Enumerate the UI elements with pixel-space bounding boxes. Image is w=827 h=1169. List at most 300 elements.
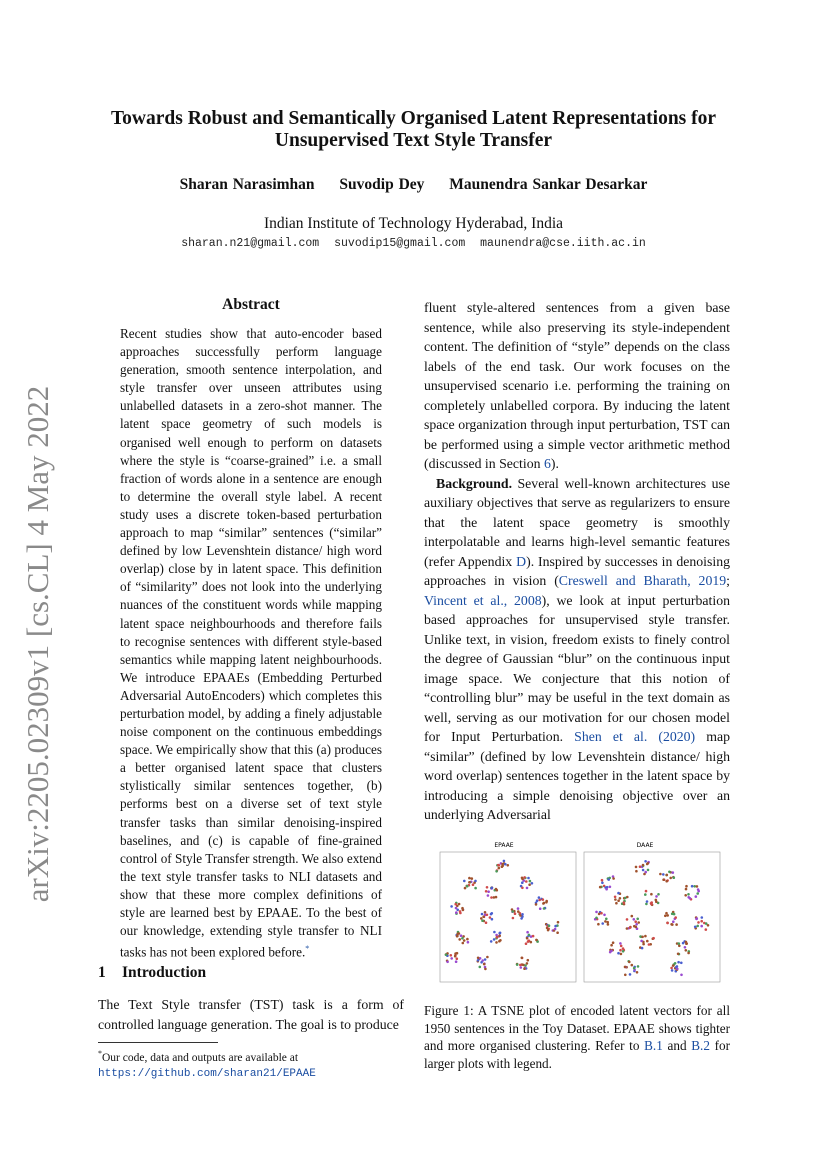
scatter-point bbox=[640, 940, 643, 943]
author-2: Suvodip Dey bbox=[339, 176, 425, 193]
scatter-point bbox=[680, 974, 683, 977]
caption-text-1: Figure 1: A TSNE plot of encoded latent vectors for all 1950 sentences in the Toy Dataset. EPAAE shows tighter and more organised clustering. Refer to bbox=[424, 1003, 730, 1053]
scatter-point bbox=[685, 885, 688, 888]
scatter-point bbox=[646, 900, 649, 903]
scatter-point bbox=[450, 957, 453, 960]
scatter-point bbox=[445, 953, 448, 956]
panel-left-frame bbox=[440, 852, 576, 982]
email-1[interactable]: sharan.n21@gmail.com bbox=[181, 237, 320, 250]
scatter-point bbox=[525, 942, 528, 945]
scatter-point bbox=[647, 869, 650, 872]
scatter-point bbox=[676, 968, 679, 971]
scatter-point bbox=[691, 885, 694, 888]
caption-text-2: and bbox=[662, 1038, 692, 1053]
scatter-point bbox=[655, 895, 658, 898]
scatter-point bbox=[662, 873, 665, 876]
scatter-point bbox=[674, 916, 677, 919]
scatter-point bbox=[601, 882, 604, 885]
scatter-point bbox=[624, 974, 627, 977]
scatter-point bbox=[606, 921, 609, 924]
scatter-point bbox=[696, 885, 699, 888]
scatter-point bbox=[529, 880, 532, 883]
scatter-point bbox=[526, 887, 529, 890]
scatter-point bbox=[520, 966, 523, 969]
scatter-point bbox=[599, 886, 602, 889]
scatter-point bbox=[687, 896, 690, 899]
scatter-point bbox=[603, 914, 606, 917]
scatter-point bbox=[484, 911, 487, 914]
section-6-link[interactable]: 6 bbox=[543, 456, 551, 471]
scatter-point bbox=[635, 866, 638, 869]
scatter-point bbox=[669, 877, 672, 880]
scatter-point bbox=[498, 867, 501, 870]
scatter-point bbox=[521, 913, 524, 916]
scatter-point bbox=[648, 943, 651, 946]
scatter-point bbox=[619, 949, 622, 952]
scatter-point bbox=[605, 918, 608, 921]
scatter-point bbox=[609, 886, 612, 889]
scatter-point bbox=[463, 939, 466, 942]
scatter-point bbox=[694, 926, 697, 929]
bg-text-4: map “similar” (defined by low Levenshtein distance/ high word overlap) sentences together in the latent space by introducing a simple denoising objective over an underlying Adversarial bbox=[424, 729, 730, 822]
scatter-point bbox=[526, 962, 529, 965]
scatter-point bbox=[666, 922, 669, 925]
scatter-point bbox=[598, 913, 601, 916]
scatter-point bbox=[485, 890, 488, 893]
scatter-point bbox=[645, 903, 648, 906]
scatter-point bbox=[622, 947, 625, 950]
scatter-point bbox=[472, 883, 475, 886]
scatter-point bbox=[635, 923, 638, 926]
scatter-point bbox=[495, 941, 498, 944]
scatter-point bbox=[644, 893, 647, 896]
background-label: Background. bbox=[436, 475, 513, 491]
scatter-point bbox=[672, 920, 675, 923]
scatter-point bbox=[528, 934, 531, 937]
scatter-point bbox=[682, 942, 685, 945]
scatter-point bbox=[499, 932, 502, 935]
scatter-point bbox=[601, 922, 604, 925]
scatter-point bbox=[615, 902, 618, 905]
scatter-point bbox=[664, 915, 667, 918]
scatter-point bbox=[633, 918, 636, 921]
scatter-point bbox=[641, 936, 644, 939]
scatter-point bbox=[503, 860, 506, 863]
scatter-point bbox=[456, 909, 459, 912]
scatter-point bbox=[620, 953, 623, 956]
scatter-point bbox=[705, 922, 708, 925]
scatter-point bbox=[645, 890, 648, 893]
scatter-point bbox=[463, 880, 466, 883]
scatter-point bbox=[623, 901, 626, 904]
intro-text: The Text Style transfer (TST) task is a form of controlled language generation. The goal is to produce bbox=[98, 997, 404, 1032]
scatter-point bbox=[461, 937, 464, 940]
footnote-marker: * bbox=[98, 1049, 102, 1058]
scatter-point bbox=[650, 903, 653, 906]
paper-title-line-1: Towards Robust and Semantically Organised Latent Representations for bbox=[110, 108, 717, 129]
scatter-point bbox=[634, 920, 637, 923]
scatter-point bbox=[631, 915, 634, 918]
scatter-point bbox=[650, 893, 653, 896]
scatter-point bbox=[680, 962, 683, 965]
scatter-point bbox=[607, 878, 610, 881]
footnote bbox=[98, 1046, 404, 1082]
scatter-point bbox=[466, 885, 469, 888]
scatter-point bbox=[459, 910, 462, 913]
scatter-point bbox=[677, 953, 680, 956]
scatter-point bbox=[633, 967, 636, 970]
scatter-point bbox=[557, 921, 560, 924]
scatter-point bbox=[531, 882, 534, 885]
scatter-point bbox=[527, 959, 530, 962]
appendix-d-link[interactable]: D bbox=[516, 553, 527, 569]
scatter-point bbox=[525, 880, 528, 883]
scatter-point bbox=[471, 877, 474, 880]
scatter-point bbox=[480, 917, 483, 920]
abstract-heading: Abstract bbox=[222, 296, 280, 313]
paragraph-style-definition bbox=[424, 298, 730, 474]
scatter-point bbox=[629, 973, 632, 976]
scatter-point bbox=[670, 923, 673, 926]
epaae-scatter-clusters bbox=[445, 860, 560, 971]
scatter-point bbox=[657, 893, 660, 896]
scatter-point bbox=[666, 874, 669, 877]
scatter-point bbox=[700, 925, 703, 928]
scatter-point bbox=[548, 924, 551, 927]
scatter-point bbox=[526, 937, 529, 940]
scatter-point bbox=[454, 952, 457, 955]
scatter-point bbox=[600, 912, 603, 915]
scatter-point bbox=[480, 961, 483, 964]
scatter-point bbox=[556, 931, 559, 934]
scatter-point bbox=[455, 911, 458, 914]
scatter-point bbox=[636, 971, 639, 974]
scatter-point bbox=[530, 941, 533, 944]
scatter-point bbox=[487, 890, 490, 893]
scatter-point bbox=[595, 917, 598, 920]
scatter-point bbox=[637, 921, 640, 924]
scatter-point bbox=[521, 877, 524, 880]
scatter-point bbox=[643, 873, 646, 876]
scatter-point bbox=[672, 964, 675, 967]
scatter-point bbox=[696, 925, 699, 928]
scatter-point bbox=[468, 881, 471, 884]
scatter-point bbox=[497, 864, 500, 867]
scatter-point bbox=[481, 913, 484, 916]
scatter-point bbox=[607, 923, 610, 926]
scatter-point bbox=[493, 931, 496, 934]
scatter-point bbox=[622, 950, 625, 953]
scatter-point bbox=[535, 903, 538, 906]
scatter-point bbox=[507, 864, 510, 867]
scatter-point bbox=[696, 892, 699, 895]
scatter-point bbox=[672, 871, 675, 874]
scatter-point bbox=[614, 896, 617, 899]
scatter-point bbox=[538, 899, 541, 902]
scatter-point bbox=[610, 950, 613, 953]
scatter-point bbox=[597, 923, 600, 926]
scatter-point bbox=[521, 881, 524, 884]
scatter-point bbox=[487, 894, 490, 897]
scatter-point bbox=[543, 907, 546, 910]
citation-creswell[interactable]: Creswell and Bharath, 2019 bbox=[558, 573, 727, 588]
panel-left-title: EPAAE bbox=[494, 842, 514, 849]
scatter-point bbox=[665, 912, 668, 915]
bg-text-3: ), we look at input perturbation based approaches for unsupervised style transfer. Unlike text, in vision, freedom exists to finely control the degree of Gaussian “blur” on the continuous input image space. We conjecture that this notion of “controlling blur” may be useful in the text domain as well, serving as our motivation for our chosen model for Input Perturbation. bbox=[424, 592, 730, 744]
scatter-point bbox=[626, 918, 629, 921]
scatter-point bbox=[687, 893, 690, 896]
scatter-point bbox=[619, 942, 622, 945]
scatter-point bbox=[446, 961, 449, 964]
scatter-point bbox=[647, 862, 650, 865]
scatter-point bbox=[490, 940, 493, 943]
author-3: Maunendra Sankar Desarkar bbox=[449, 176, 648, 193]
scatter-point bbox=[495, 870, 498, 873]
bg-sep: ; bbox=[726, 573, 730, 588]
scatter-point bbox=[614, 898, 617, 901]
scatter-point bbox=[454, 955, 457, 958]
scatter-point bbox=[619, 897, 622, 900]
scatter-point bbox=[642, 864, 645, 867]
scatter-point bbox=[466, 938, 469, 941]
scatter-point bbox=[467, 941, 470, 944]
scatter-point bbox=[491, 912, 494, 915]
figure-1-caption bbox=[424, 1002, 730, 1072]
appendix-b2-link[interactable]: B.2 bbox=[691, 1038, 710, 1053]
scatter-point bbox=[612, 877, 615, 880]
scatter-point bbox=[519, 964, 522, 967]
scatter-point bbox=[612, 941, 615, 944]
scatter-point bbox=[501, 863, 504, 866]
scatter-point bbox=[652, 937, 655, 940]
scatter-point bbox=[547, 929, 550, 932]
scatter-point bbox=[696, 917, 699, 920]
scatter-point bbox=[486, 956, 489, 959]
abstract-text bbox=[120, 325, 382, 962]
scatter-point bbox=[468, 877, 471, 880]
scatter-point bbox=[554, 928, 557, 931]
footnote-url-link[interactable]: https://github.com/sharan21/EPAAE bbox=[98, 1067, 316, 1080]
authors bbox=[80, 176, 747, 194]
scatter-point bbox=[474, 880, 477, 883]
section-1-number: 1 bbox=[98, 964, 106, 981]
scatter-point bbox=[498, 940, 501, 943]
scatter-point bbox=[491, 918, 494, 921]
tsne-figure bbox=[432, 838, 732, 990]
scatter-point bbox=[485, 921, 488, 924]
scatter-point bbox=[674, 962, 677, 965]
scatter-point bbox=[511, 910, 514, 913]
scatter-point bbox=[617, 899, 620, 902]
scatter-point bbox=[659, 873, 662, 876]
scatter-point bbox=[700, 920, 703, 923]
scatter-point bbox=[675, 923, 678, 926]
paper-title-line-2: Unsupervised Text Style Transfer bbox=[274, 130, 553, 151]
scatter-point bbox=[676, 965, 679, 968]
scatter-point bbox=[666, 914, 669, 917]
scatter-point bbox=[538, 896, 541, 899]
scatter-point bbox=[450, 905, 453, 908]
scatter-point bbox=[626, 896, 629, 899]
scatter-point bbox=[498, 935, 501, 938]
scatter-point bbox=[668, 871, 671, 874]
scatter-point bbox=[684, 946, 687, 949]
scatter-point bbox=[460, 934, 463, 937]
scatter-point bbox=[486, 886, 489, 889]
scatter-point bbox=[678, 945, 681, 948]
scatter-point bbox=[684, 894, 687, 897]
scatter-point bbox=[636, 918, 639, 921]
scatter-point bbox=[523, 876, 526, 879]
scatter-point bbox=[489, 916, 492, 919]
scatter-point bbox=[477, 957, 480, 960]
scatter-point bbox=[477, 959, 480, 962]
scatter-point bbox=[697, 921, 700, 924]
scatter-point bbox=[493, 938, 496, 941]
citation-vincent[interactable]: Vincent et al., 2008 bbox=[424, 592, 542, 608]
scatter-point bbox=[601, 879, 604, 882]
scatter-point bbox=[521, 957, 524, 960]
scatter-point bbox=[450, 954, 453, 957]
scatter-point bbox=[642, 943, 645, 946]
footnote-text: Our code, data and outputs are available at bbox=[102, 1051, 299, 1064]
scatter-point bbox=[521, 887, 524, 890]
scatter-point bbox=[490, 896, 493, 899]
scatter-point bbox=[527, 877, 530, 880]
affiliation: Indian Institute of Technology Hyderabad, India bbox=[263, 215, 564, 232]
scatter-point bbox=[685, 888, 688, 891]
scatter-point bbox=[685, 949, 688, 952]
emails bbox=[80, 237, 747, 250]
para1-end: ). bbox=[550, 456, 559, 471]
scatter-point bbox=[464, 887, 467, 890]
bg-text-2: ). Inspired by successes in denoising approaches in vision ( bbox=[424, 553, 730, 588]
scatter-point bbox=[655, 899, 658, 902]
scatter-point bbox=[495, 896, 498, 899]
scatter-point bbox=[687, 952, 690, 955]
author-1: Sharan Narasimhan bbox=[179, 176, 315, 193]
scatter-point bbox=[528, 883, 531, 886]
right-column-text bbox=[424, 298, 730, 825]
scatter-point bbox=[554, 925, 557, 928]
scatter-point bbox=[646, 940, 649, 943]
scatter-point bbox=[545, 900, 548, 903]
scatter-point bbox=[617, 892, 620, 895]
footnote-rule bbox=[98, 1042, 218, 1043]
scatter-point bbox=[628, 961, 631, 964]
scatter-point bbox=[677, 961, 680, 964]
scatter-point bbox=[462, 942, 465, 945]
arxiv-id: arXiv:2205.02309v1 [cs.CL] 4 May 2022 bbox=[20, 385, 55, 903]
scatter-point bbox=[642, 869, 645, 872]
scatter-point bbox=[705, 928, 708, 931]
scatter-point bbox=[695, 895, 698, 898]
scatter-point bbox=[486, 914, 489, 917]
scatter-point bbox=[595, 911, 598, 914]
scatter-point bbox=[542, 898, 545, 901]
scatter-point bbox=[605, 888, 608, 891]
scatter-point bbox=[483, 963, 486, 966]
scatter-point bbox=[491, 887, 494, 890]
paragraph-background bbox=[424, 474, 730, 825]
scatter-point bbox=[524, 964, 527, 967]
scatter-point bbox=[673, 913, 676, 916]
scatter-point bbox=[532, 935, 535, 938]
scatter-point bbox=[629, 926, 632, 929]
scatter-point bbox=[516, 963, 519, 966]
scatter-point bbox=[678, 942, 681, 945]
bg-text-1: Several well-known architectures use auxiliary objectives that serve as regularizers to ensure that the latent space geometry is smoothly interpolatable and learns high-level semantic features (refer Appendix bbox=[424, 475, 730, 569]
panel-right-title: DAAE bbox=[636, 842, 654, 849]
scatter-point bbox=[455, 960, 458, 963]
email-2[interactable]: suvodip15@gmail.com bbox=[334, 237, 466, 250]
scatter-point bbox=[635, 870, 638, 873]
scatter-point bbox=[461, 907, 464, 910]
scatter-point bbox=[484, 968, 487, 971]
section-1-heading bbox=[98, 964, 206, 982]
scatter-point bbox=[673, 876, 676, 879]
para1-text: fluent style-altered sentences from a given base sentence, while also preserving its style-independent content. The definition of “style” depends on the class labels of the end task. Our work focuses on the unsupervised scenario i.e. performing the training on completely unlabelled corpora. By inducing the latent space organization through input perturbation, TST can be performed using a simple vector arithmetic method (discussed in Section bbox=[424, 300, 730, 471]
appendix-b1-link[interactable]: B.1 bbox=[644, 1038, 663, 1053]
scatter-point bbox=[637, 965, 640, 968]
scatter-point bbox=[685, 941, 688, 944]
scatter-point bbox=[644, 935, 647, 938]
scatter-point bbox=[479, 966, 482, 969]
section-1-title: Introduction bbox=[122, 964, 207, 981]
scatter-point bbox=[474, 887, 477, 890]
caption-text-3: for larger plots with legend. bbox=[424, 1038, 731, 1071]
scatter-point bbox=[517, 910, 520, 913]
scatter-point bbox=[662, 878, 665, 881]
scatter-point bbox=[458, 938, 461, 941]
scatter-point bbox=[670, 967, 673, 970]
email-3[interactable]: maunendra@cse.iith.ac.in bbox=[480, 237, 646, 250]
scatter-point bbox=[495, 888, 498, 891]
scatter-point bbox=[454, 903, 457, 906]
scatter-point bbox=[624, 966, 627, 969]
scatter-point bbox=[523, 967, 526, 970]
abstract-footnote-marker[interactable]: * bbox=[305, 944, 310, 954]
scatter-point bbox=[496, 936, 499, 939]
panel-right-frame bbox=[584, 852, 720, 982]
scatter-point bbox=[641, 947, 644, 950]
scatter-point bbox=[512, 917, 515, 920]
daae-scatter-clusters bbox=[594, 860, 709, 976]
citation-shen[interactable]: Shen et al. (2020) bbox=[574, 729, 696, 744]
scatter-point bbox=[635, 926, 638, 929]
abstract-body: Recent studies show that auto-encoder based approaches successfully perform language generation, smooth sentence interpolation, and style transfer over unseen attributes using unlabelled datasets in a zero-shot manner. The latent space geometry of such models is organised well enough to perform on datasets where the style is “coarse-grained” i.e. a small fraction of words alone in a sentence are enough to determine the overall style label. A recent study uses a discrete token-based perturbation approach to map “similar” sentences (“similar” defined by low Levenshtein distance/ high word overlap) close by in latent space. This definition of “similarity” does not look into the underlying nuances of the constituent words while mapping latent space neighbourhoods and therefore fails to recognise sentences with different style-based semantics while mapping latent neighbourhoods. We introduce EPAAEs (Embedding Perturbed Adversarial AutoEncoders) which completes this perturbation model, by adding a finely adjustable noise component on the continuous embeddings space. We empirically show that this (a) produces a better organised latent space that clusters stylistically similar sentences together, (b) performs best on a diverse set of text style transfer tasks than similar denoising-inspired baselines, and (c) is capable of fine-grained control of Style Transfer strength. We also extend the text style transfer tasks to NLI datasets and show that these more complex definitions of style are learned best by EPAAE. To the best of our knowledge, extending style transfer to NLI tasks has not been explored before. bbox=[120, 326, 382, 960]
scatter-point bbox=[671, 969, 674, 972]
scatter-point bbox=[665, 880, 668, 883]
scatter-point bbox=[617, 952, 620, 955]
scatter-point bbox=[456, 935, 459, 938]
scatter-point bbox=[481, 919, 484, 922]
scatter-point bbox=[539, 907, 542, 910]
scatter-point bbox=[610, 944, 613, 947]
scatter-point bbox=[517, 907, 520, 910]
scatter-point bbox=[697, 888, 700, 891]
scatter-point bbox=[526, 931, 529, 934]
scatter-point bbox=[701, 916, 704, 919]
scatter-point bbox=[456, 957, 459, 960]
scatter-point bbox=[631, 964, 634, 967]
scatter-point bbox=[620, 945, 623, 948]
scatter-point bbox=[514, 912, 517, 915]
scatter-point bbox=[484, 958, 487, 961]
scatter-point bbox=[504, 863, 507, 866]
scatter-point bbox=[543, 902, 546, 905]
scatter-point bbox=[535, 939, 538, 942]
